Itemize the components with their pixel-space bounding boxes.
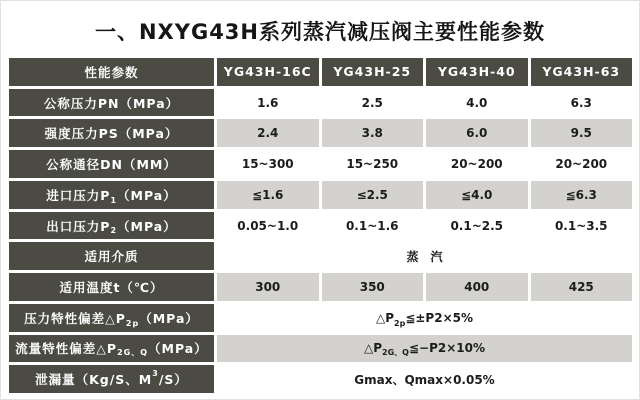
table-row xyxy=(9,304,632,332)
value-cell: 6.0 xyxy=(426,119,528,147)
value-cell: 400 xyxy=(426,273,528,301)
value-cell-span: Gmax、Qmax×0.05% xyxy=(217,365,632,393)
value-cell: 0.05~1.0 xyxy=(217,212,319,240)
table-row xyxy=(9,89,632,117)
performance-table xyxy=(9,58,632,393)
table-row xyxy=(9,181,632,209)
value-cell: 9.5 xyxy=(531,119,633,147)
row-label: 出口压力P 2 （MPa） xyxy=(9,212,214,240)
table-row xyxy=(9,242,632,270)
header-cell: 性能参数 xyxy=(9,58,214,86)
value-cell: ≤2.5 xyxy=(322,181,424,209)
value-cell: 1.6 xyxy=(217,89,319,117)
value-cell: ≦1.6 xyxy=(217,181,319,209)
table-row xyxy=(9,119,632,147)
table-row xyxy=(9,365,632,393)
header-cell: YG43H-63 xyxy=(531,58,633,86)
value-cell: 6.3 xyxy=(531,89,633,117)
row-label: 公称通径DN（MM） xyxy=(9,150,214,178)
value-cell: 15~300 xyxy=(217,150,319,178)
value-cell: 0.1~3.5 xyxy=(531,212,633,240)
value-cell: 0.1~2.5 xyxy=(426,212,528,240)
value-cell: 425 xyxy=(531,273,633,301)
row-label: 压力特性偏差△P 2p （MPa） xyxy=(9,304,214,332)
row-label: 适用介质 xyxy=(9,242,214,270)
row-label: 泄漏量（Kg/S、M 3 /S） xyxy=(9,365,214,393)
value-cell: 2.4 xyxy=(217,119,319,147)
header-cell: YG43H-25 xyxy=(322,58,424,86)
header-cell: YG43H-40 xyxy=(426,58,528,86)
value-cell: 350 xyxy=(322,273,424,301)
value-cell: 15~250 xyxy=(322,150,424,178)
value-cell: ≦6.3 xyxy=(531,181,633,209)
row-label: 适用温度t（℃） xyxy=(9,273,214,301)
row-label: 公称压力PN（MPa） xyxy=(9,89,214,117)
value-cell: 300 xyxy=(217,273,319,301)
value-cell: 0.1~1.6 xyxy=(322,212,424,240)
value-cell: ≦4.0 xyxy=(426,181,528,209)
table-row xyxy=(9,335,632,363)
value-cell-span: △P 2p ≦±P2×5% xyxy=(217,304,632,332)
value-cell: 20~200 xyxy=(531,150,633,178)
table-row xyxy=(9,273,632,301)
table-header-row xyxy=(9,58,632,86)
value-cell: 2.5 xyxy=(322,89,424,117)
value-cell: 4.0 xyxy=(426,89,528,117)
row-label: 进口压力P 1 （MPa） xyxy=(9,181,214,209)
value-cell-span: △P 2G、Q ≦−P2×10% xyxy=(217,335,632,363)
row-label: 强度压力PS（MPa） xyxy=(9,119,214,147)
row-label: 流量特性偏差△P 2G、Q （MPa） xyxy=(9,335,214,363)
header-cell: YG43H-16C xyxy=(217,58,319,86)
table-row xyxy=(9,150,632,178)
page-title: 一、NXYG43H系列蒸汽减压阀主要性能参数 xyxy=(94,20,545,44)
value-cell-span: 蒸 汽 xyxy=(217,242,632,270)
value-cell: 3.8 xyxy=(322,119,424,147)
value-cell: 20~200 xyxy=(426,150,528,178)
table-row xyxy=(9,212,632,240)
